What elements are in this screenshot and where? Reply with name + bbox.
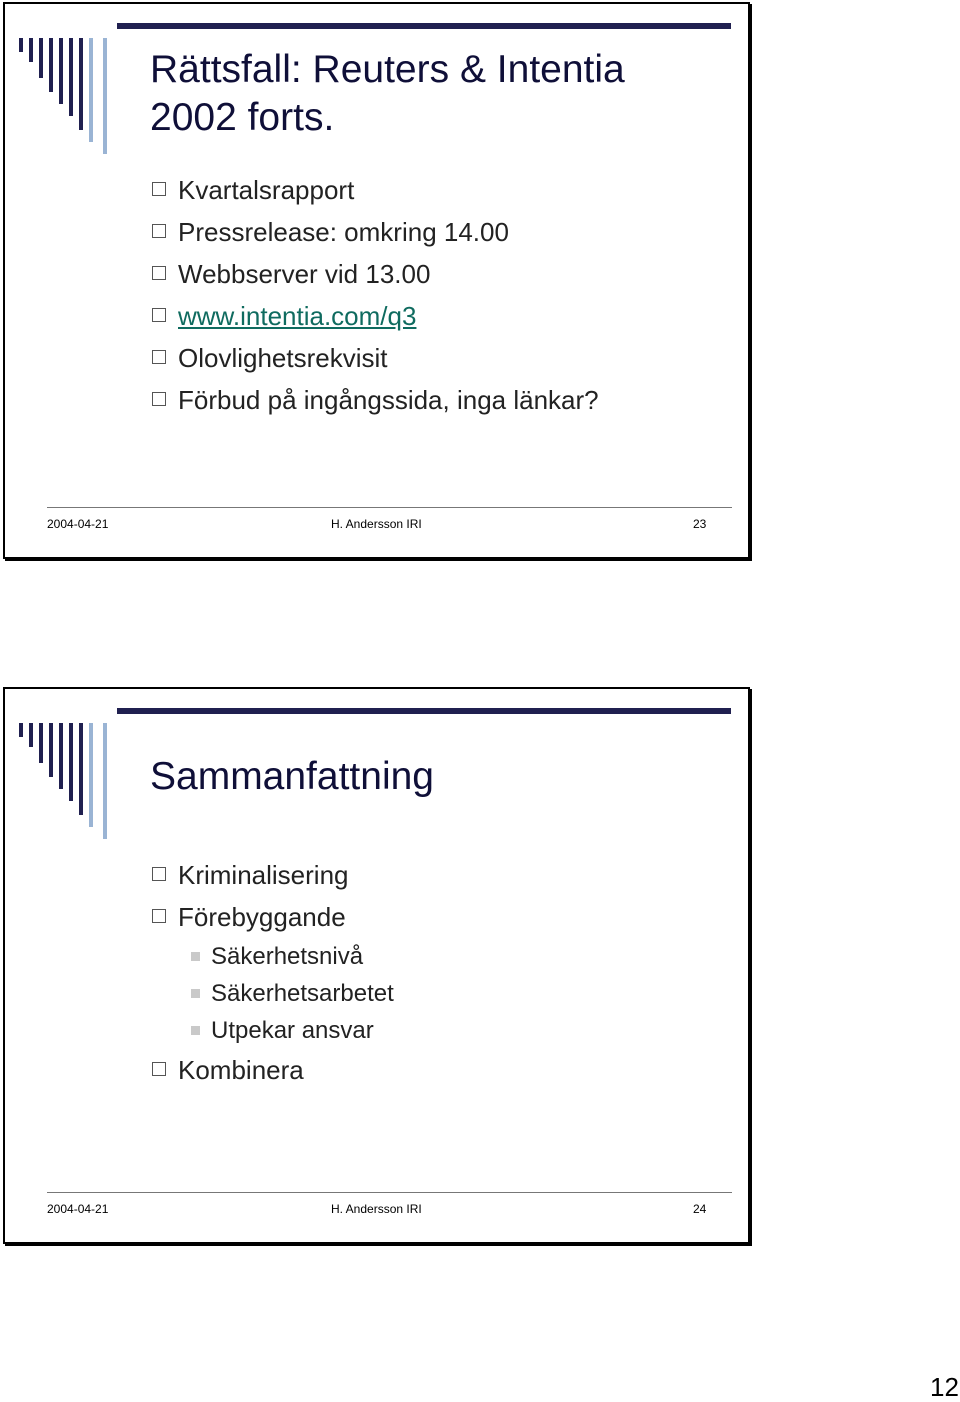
slide-title: Sammanfattning	[150, 755, 434, 798]
decorative-bars	[19, 38, 149, 158]
decorative-bar	[89, 723, 93, 827]
checkbox-bullet-icon	[152, 308, 166, 322]
header-bar	[117, 708, 731, 714]
decorative-bar	[39, 38, 43, 78]
decorative-bar	[19, 723, 23, 737]
decorative-bar	[69, 38, 73, 116]
header-bar	[117, 23, 731, 29]
slide-23	[3, 2, 750, 559]
decorative-bar	[39, 723, 43, 763]
decorative-bar	[19, 38, 23, 52]
footer-slide-number: 23	[693, 517, 707, 531]
sub-list-item: Säkerhetsnivå	[152, 938, 394, 975]
list-item: Förebyggande	[152, 896, 394, 938]
decorative-bar	[89, 38, 93, 142]
title-line-2: 2002 forts.	[150, 96, 335, 139]
checkbox-bullet-icon	[152, 909, 166, 923]
decorative-bar	[59, 38, 63, 104]
list-item	[152, 295, 599, 337]
decorative-bar	[49, 38, 53, 92]
decorative-bar	[103, 38, 107, 154]
slide-title	[150, 46, 730, 142]
footer-author: H. Andersson IRI	[331, 1202, 422, 1216]
intentia-link[interactable]: www.intentia.com/q3	[178, 301, 417, 331]
checkbox-bullet-icon	[152, 182, 166, 196]
bullet-list	[152, 169, 599, 421]
slide-24	[3, 687, 750, 1244]
checkbox-bullet-icon	[152, 266, 166, 280]
list-item: Webbserver vid 13.00	[152, 253, 599, 295]
footer-slide-number: 24	[693, 1202, 707, 1216]
list-item: Kriminalisering	[152, 854, 394, 896]
sub-list-item: Säkerhetsarbetet	[152, 975, 394, 1012]
square-bullet-icon	[191, 952, 200, 961]
list-item: Förbud på ingångssida, inga länkar?	[152, 379, 599, 421]
decorative-bars	[19, 723, 149, 843]
list-item: Kvartalsrapport	[152, 169, 599, 211]
decorative-bar	[103, 723, 107, 839]
decorative-bar	[29, 723, 33, 747]
page-number: 12	[930, 1372, 959, 1402]
list-item: Olovlighetsrekvisit	[152, 337, 599, 379]
checkbox-bullet-icon	[152, 392, 166, 406]
sub-list-item: Utpekar ansvar	[152, 1012, 394, 1049]
list-item: Pressrelease: omkring 14.00	[152, 211, 599, 253]
square-bullet-icon	[191, 1026, 200, 1035]
footer-date: 2004-04-21	[47, 517, 109, 531]
title-line-1: Rättsfall: Reuters & Intentia	[150, 48, 625, 91]
decorative-bar	[49, 723, 53, 777]
checkbox-bullet-icon	[152, 867, 166, 881]
decorative-bar	[69, 723, 73, 801]
footer-divider	[47, 507, 732, 508]
checkbox-bullet-icon	[152, 224, 166, 238]
square-bullet-icon	[191, 989, 200, 998]
decorative-bar	[59, 723, 63, 789]
footer-divider	[47, 1192, 732, 1193]
bullet-list	[152, 854, 394, 1091]
decorative-bar	[79, 723, 83, 815]
footer-date: 2004-04-21	[47, 1202, 109, 1216]
list-item: Kombinera	[152, 1049, 394, 1091]
decorative-bar	[79, 38, 83, 130]
checkbox-bullet-icon	[152, 1062, 166, 1076]
footer-author: H. Andersson IRI	[331, 517, 422, 531]
checkbox-bullet-icon	[152, 350, 166, 364]
decorative-bar	[29, 38, 33, 62]
